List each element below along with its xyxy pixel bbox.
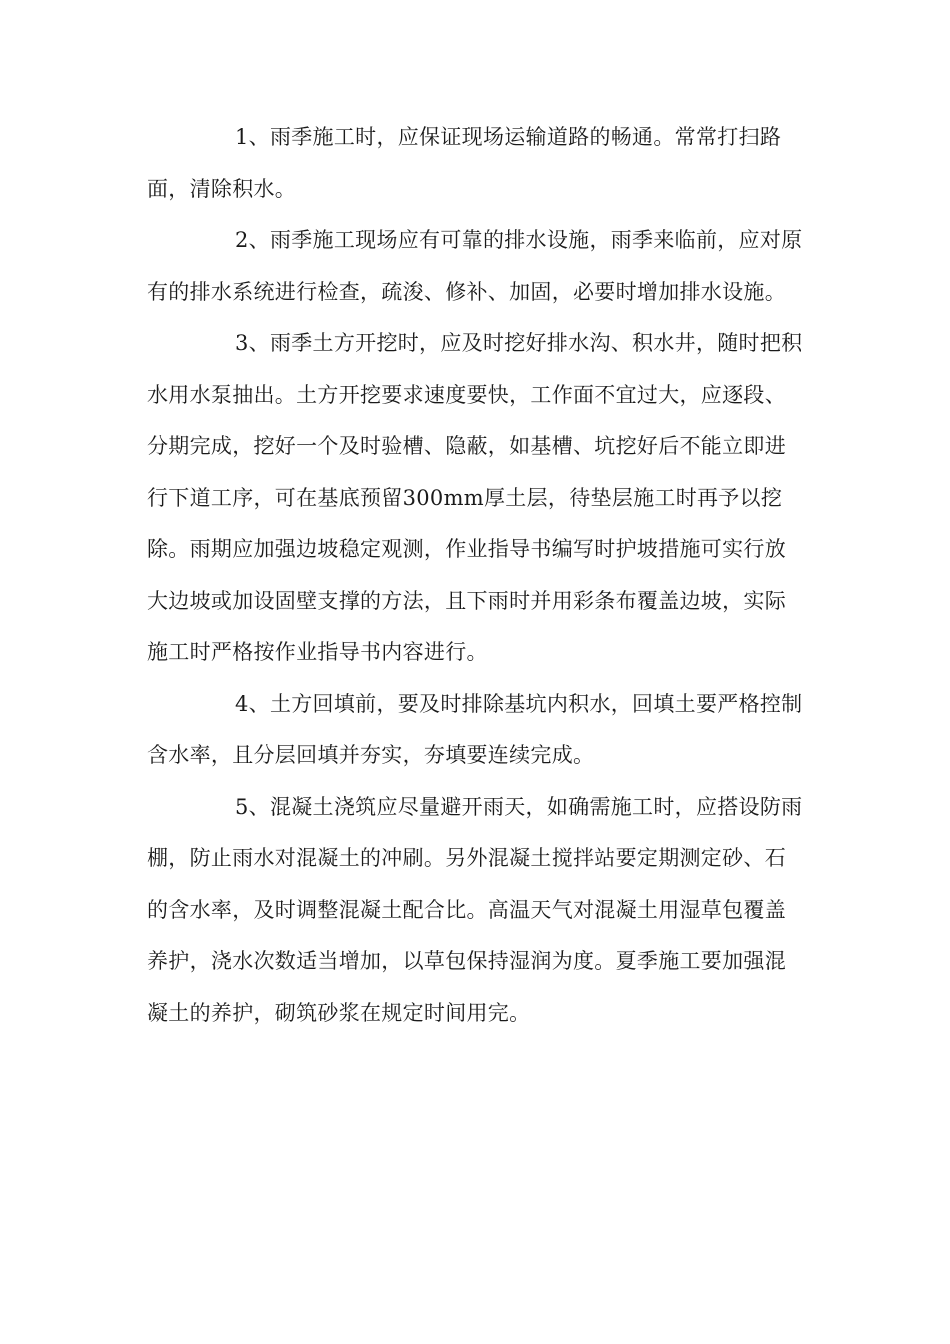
document-body (147, 112, 807, 1039)
paragraph-1: 1、雨季施工时，应保证现场运输道路的畅通。常常打扫路面，清除积水。 (147, 125, 782, 201)
paragraph-4: 4、土方回填前，要及时排除基坑内积水，回填土要严格控制含水率，且分层回填并夯实，夯填要连续完成。 (147, 691, 803, 767)
paragraph-5: 5、混凝土浇筑应尽量避开雨天，如确需施工时，应搭设防雨棚，防止雨水对混凝土的冲刷。另外混凝土搅拌站要定期测定砂、石的含水率，及时调整混凝土配合比。高温天气对混凝土用湿草包覆盖养护，浇水次数适当增加，以草包保持湿润为度。夏季施工要加强混凝土的养护，砌筑砂浆在规定时间用完。 (147, 794, 803, 1025)
paragraph-2: 2、雨季施工现场应有可靠的排水设施，雨季来临前，应对原有的排水系统进行检查，疏浚、修补、加固，必要时增加排水设施。 (147, 228, 803, 304)
paragraph-3: 3、雨季土方开挖时，应及时挖好排水沟、积水井，随时把积水用水泵抽出。土方开挖要求速度要快，工作面不宜过大，应逐段、分期完成，挖好一个及时验槽、隐蔽，如基槽、坑挖好后不能立即进行下道工序，可在基底预留300mm厚土层，待垫层施工时再予以挖除。雨期应加强边坡稳定观测，作业指导书编写时护坡措施可实行放大边坡或加设固壁支撑的方法，且下雨时并用彩条布覆盖边坡，实际施工时严格按作业指导书内容进行。 (147, 331, 803, 664)
